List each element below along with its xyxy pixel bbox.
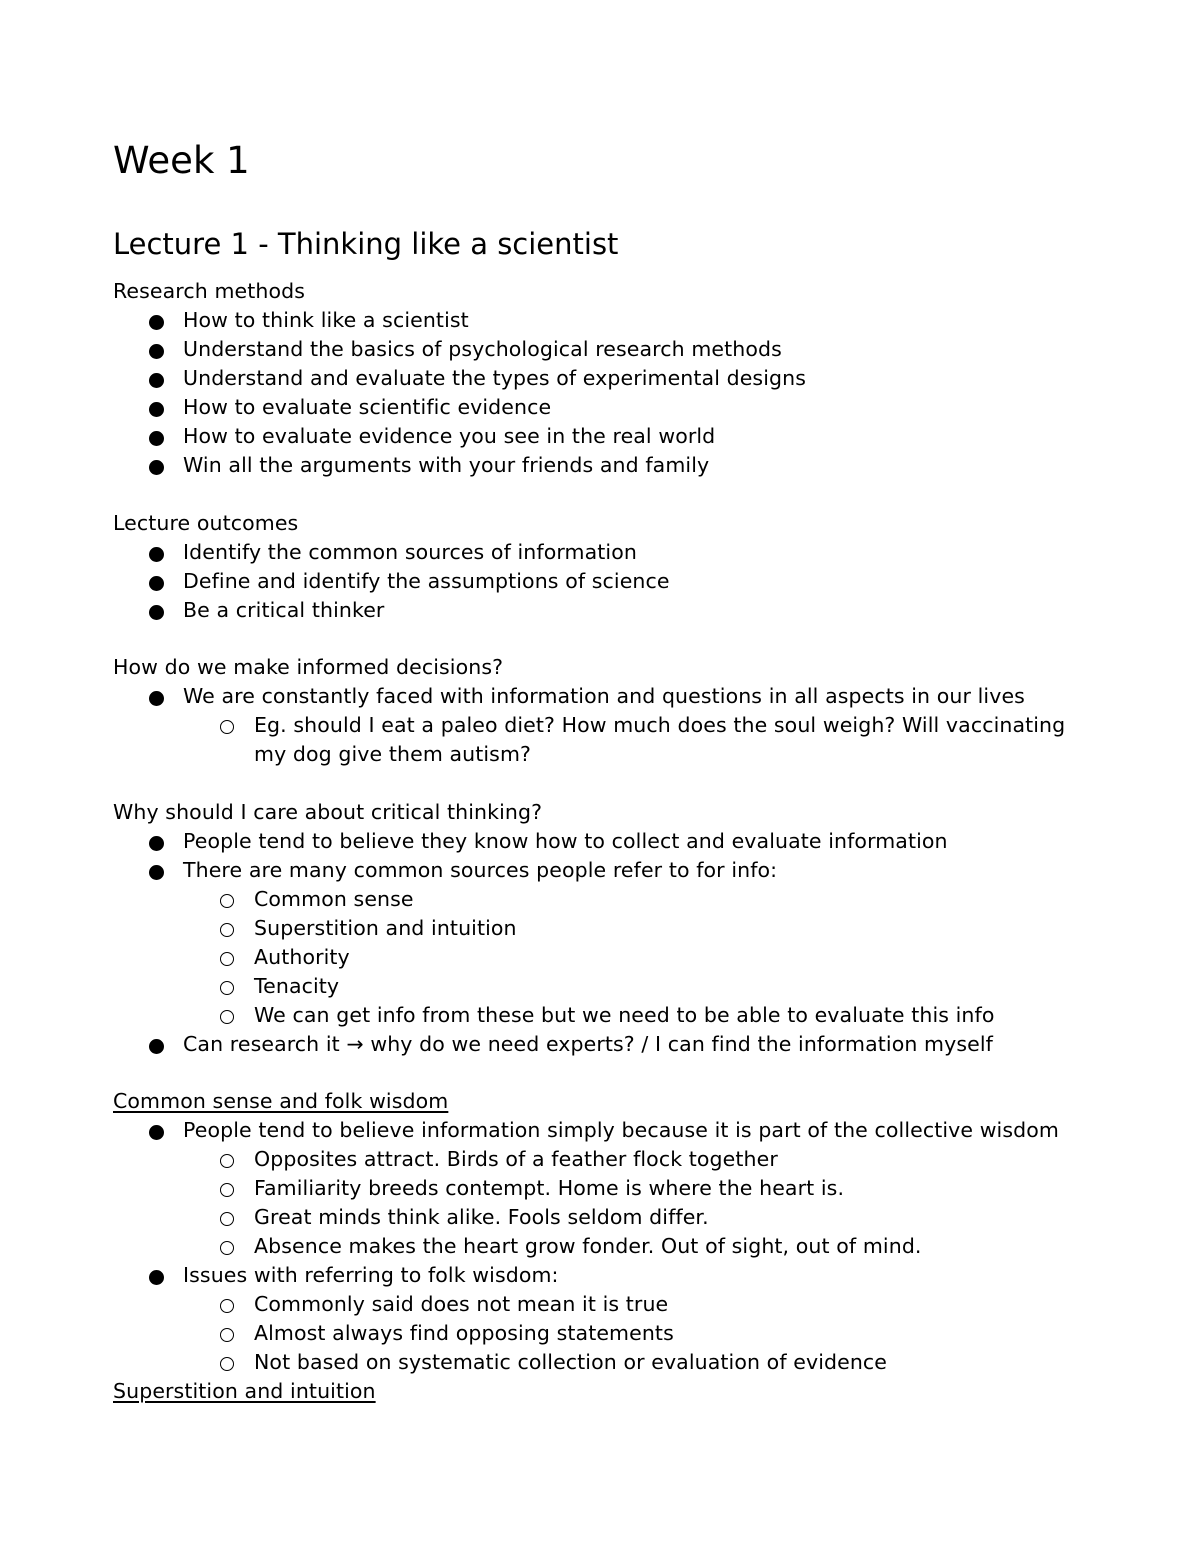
sub-list-item: We can get info from these but we need to be able to evaluate this info — [113, 1001, 1073, 1030]
hollow-bullet-icon — [220, 1328, 234, 1342]
filled-bullet-icon — [149, 691, 164, 706]
bullet-list — [113, 538, 1073, 625]
page-title: Week 1 — [113, 139, 250, 182]
sub-list-item: Commonly said does not mean it is true — [113, 1290, 1073, 1319]
hollow-bullet-icon — [220, 1183, 234, 1197]
section-spacer — [113, 625, 1073, 654]
hollow-bullet-icon — [220, 1357, 234, 1371]
filled-bullet-icon — [149, 402, 164, 417]
sub-bullet-list — [183, 711, 1073, 769]
sub-list-item: Tenacity — [113, 972, 1073, 1001]
list-item: Understand the basics of psychological research methods — [113, 335, 1073, 364]
hollow-bullet-icon — [220, 1010, 234, 1024]
list-item: Define and identify the assumptions of science — [113, 567, 1073, 596]
lecture-heading: Lecture 1 - Thinking like a scientist — [113, 227, 619, 261]
filled-bullet-icon — [149, 605, 164, 620]
sub-list-item: Not based on systematic collection or evaluation of evidence — [113, 1348, 1073, 1377]
section-heading-informed-decisions: How do we make informed decisions? — [113, 655, 504, 679]
sub-list-item: Common sense — [113, 885, 1073, 914]
section-heading-lecture-outcomes: Lecture outcomes — [113, 510, 299, 535]
section-spacer — [113, 480, 1073, 509]
list-item: There are many common sources people refer to for info: Common sense Superstition and intuition Authority Tenacity We can get info from these but we need to be able to evaluate this info — [113, 856, 1073, 1030]
sub-list-item: Almost always find opposing statements — [113, 1319, 1073, 1348]
filled-bullet-icon — [149, 1039, 164, 1054]
filled-bullet-icon — [149, 315, 164, 330]
filled-bullet-icon — [149, 344, 164, 359]
hollow-bullet-icon — [220, 923, 234, 937]
section-heading-critical-thinking: Why should I care about critical thinking? — [113, 799, 543, 824]
bullet-list — [113, 1116, 1073, 1377]
section-heading-superstition: Superstition and intuition — [113, 1379, 376, 1403]
list-item: How to evaluate evidence you see in the real world — [113, 422, 1073, 451]
list-item: Be a critical thinker — [113, 596, 1073, 625]
section-spacer — [113, 1059, 1073, 1088]
sub-bullet-list — [183, 1145, 1073, 1261]
filled-bullet-icon — [149, 836, 164, 851]
list-item: Issues with referring to folk wisdom: Commonly said does not mean it is true Almost always find opposing statements Not based on systematic collection or evaluation of evidence — [113, 1261, 1073, 1377]
sub-list-item: Opposites attract. Birds of a feather flock together — [113, 1145, 1073, 1174]
hollow-bullet-icon — [220, 1212, 234, 1226]
section-heading-common-sense: Common sense and folk wisdom — [113, 1089, 449, 1113]
list-item: Win all the arguments with your friends and family — [113, 451, 1073, 480]
sub-list-item: Superstition and intuition — [113, 914, 1073, 943]
list-item: Can research it → why do we need experts? / I can find the information myself — [113, 1030, 1073, 1059]
sub-list-item: Great minds think alike. Fools seldom differ. — [113, 1203, 1073, 1232]
hollow-bullet-icon — [220, 981, 234, 995]
section-heading-research-methods: Research methods — [113, 279, 305, 303]
sub-list-item: Absence makes the heart grow fonder. Out of sight, out of mind. — [113, 1232, 1073, 1261]
sub-bullet-list — [183, 885, 1073, 1030]
bullet-list — [113, 306, 1073, 480]
bullet-list — [113, 827, 1073, 1059]
notes-content — [113, 277, 1073, 1406]
list-item: People tend to believe they know how to collect and evaluate information — [113, 827, 1073, 856]
section-spacer — [113, 769, 1073, 798]
list-item: People tend to believe information simply because it is part of the collective wisdom Opposites attract. Birds of a feather flock together Familiarity breeds contempt. Home is where the heart is. Great minds think alike. Fools seldom differ. Absence makes the heart grow fonder. Out of sight, out of mind. — [113, 1116, 1073, 1261]
bullet-list — [113, 682, 1073, 769]
sub-list-item: Eg. should I eat a paleo diet? How much does the soul weigh? Will vaccinating my dog give them autism? — [113, 711, 1073, 769]
list-item: Identify the common sources of information — [113, 538, 1073, 567]
filled-bullet-icon — [149, 431, 164, 446]
filled-bullet-icon — [149, 373, 164, 388]
hollow-bullet-icon — [220, 894, 234, 908]
hollow-bullet-icon — [220, 952, 234, 966]
hollow-bullet-icon — [220, 1299, 234, 1313]
hollow-bullet-icon — [220, 720, 234, 734]
filled-bullet-icon — [149, 460, 164, 475]
list-item: How to think like a scientist — [113, 306, 1073, 335]
filled-bullet-icon — [149, 1270, 164, 1285]
filled-bullet-icon — [149, 865, 164, 880]
filled-bullet-icon — [149, 547, 164, 562]
sub-list-item: Authority — [113, 943, 1073, 972]
list-item: Understand and evaluate the types of experimental designs — [113, 364, 1073, 393]
filled-bullet-icon — [149, 1125, 164, 1140]
filled-bullet-icon — [149, 576, 164, 591]
list-item: How to evaluate scientific evidence — [113, 393, 1073, 422]
sub-bullet-list — [183, 1290, 1073, 1377]
hollow-bullet-icon — [220, 1154, 234, 1168]
list-item: We are constantly faced with information and questions in all aspects in our lives Eg. should I eat a paleo diet? How much does the soul weigh? Will vaccinating my dog give them autism? — [113, 682, 1073, 769]
hollow-bullet-icon — [220, 1241, 234, 1255]
sub-list-item: Familiarity breeds contempt. Home is where the heart is. — [113, 1174, 1073, 1203]
